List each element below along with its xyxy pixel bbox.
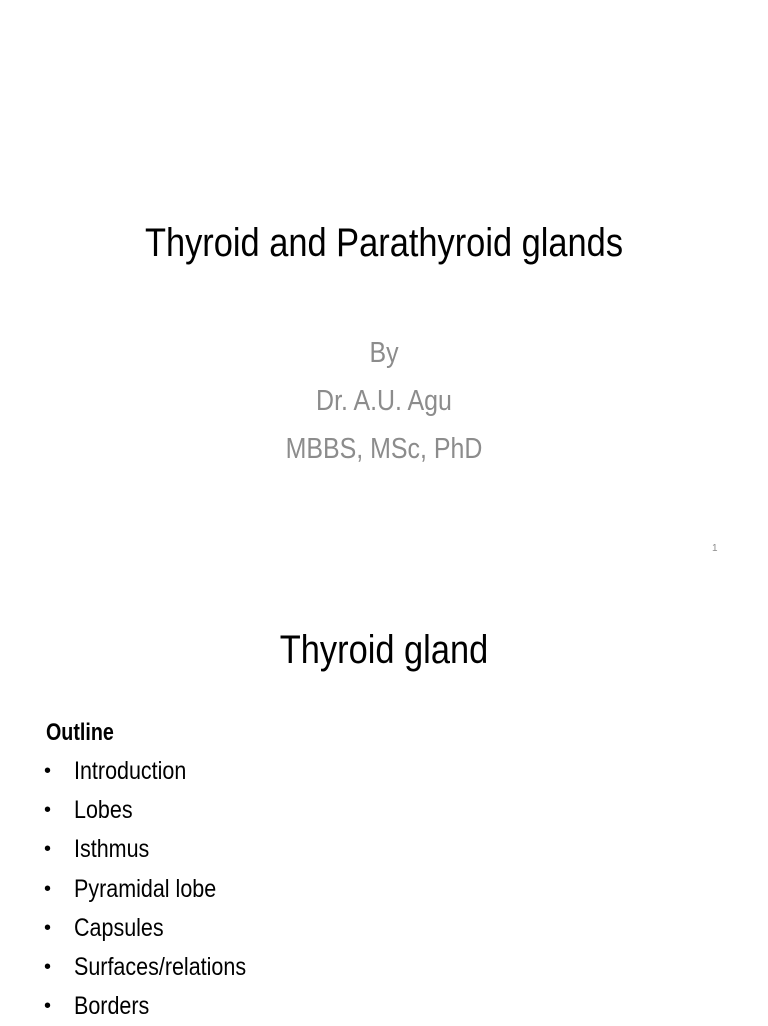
bullet-icon: •	[44, 955, 52, 978]
slide-1-subtitle	[0, 334, 768, 478]
list-item-text: Surfaces/relations	[74, 952, 247, 981]
bullet-icon: •	[44, 995, 52, 1018]
list-item-text: Introduction	[74, 757, 187, 785]
list-item-text: Isthmus	[74, 835, 150, 864]
bullet-icon: •	[44, 799, 52, 822]
list-item-text: Lobes	[74, 796, 133, 825]
bullet-icon: •	[44, 877, 52, 900]
subtitle-credentials: MBBS, MSc, PhD	[285, 433, 483, 465]
subtitle-by: By	[369, 337, 399, 369]
slide-2	[0, 576, 768, 1024]
page-number: 1	[712, 543, 718, 554]
list-item-text: Pyramidal lobe	[74, 874, 217, 903]
slide-1-title: Thyroid and Parathyroid glands	[144, 221, 624, 265]
bullet-icon: •	[44, 760, 52, 782]
list-item-text: Capsules	[74, 913, 164, 942]
bullet-icon: •	[44, 916, 52, 939]
subtitle-author: Dr. A.U. Agu	[316, 385, 452, 417]
outline-heading: Outline	[46, 719, 114, 746]
list-item-text: Borders	[74, 992, 150, 1021]
slide-2-title: Thyroid gland	[279, 628, 489, 672]
bullet-icon: •	[44, 838, 52, 861]
